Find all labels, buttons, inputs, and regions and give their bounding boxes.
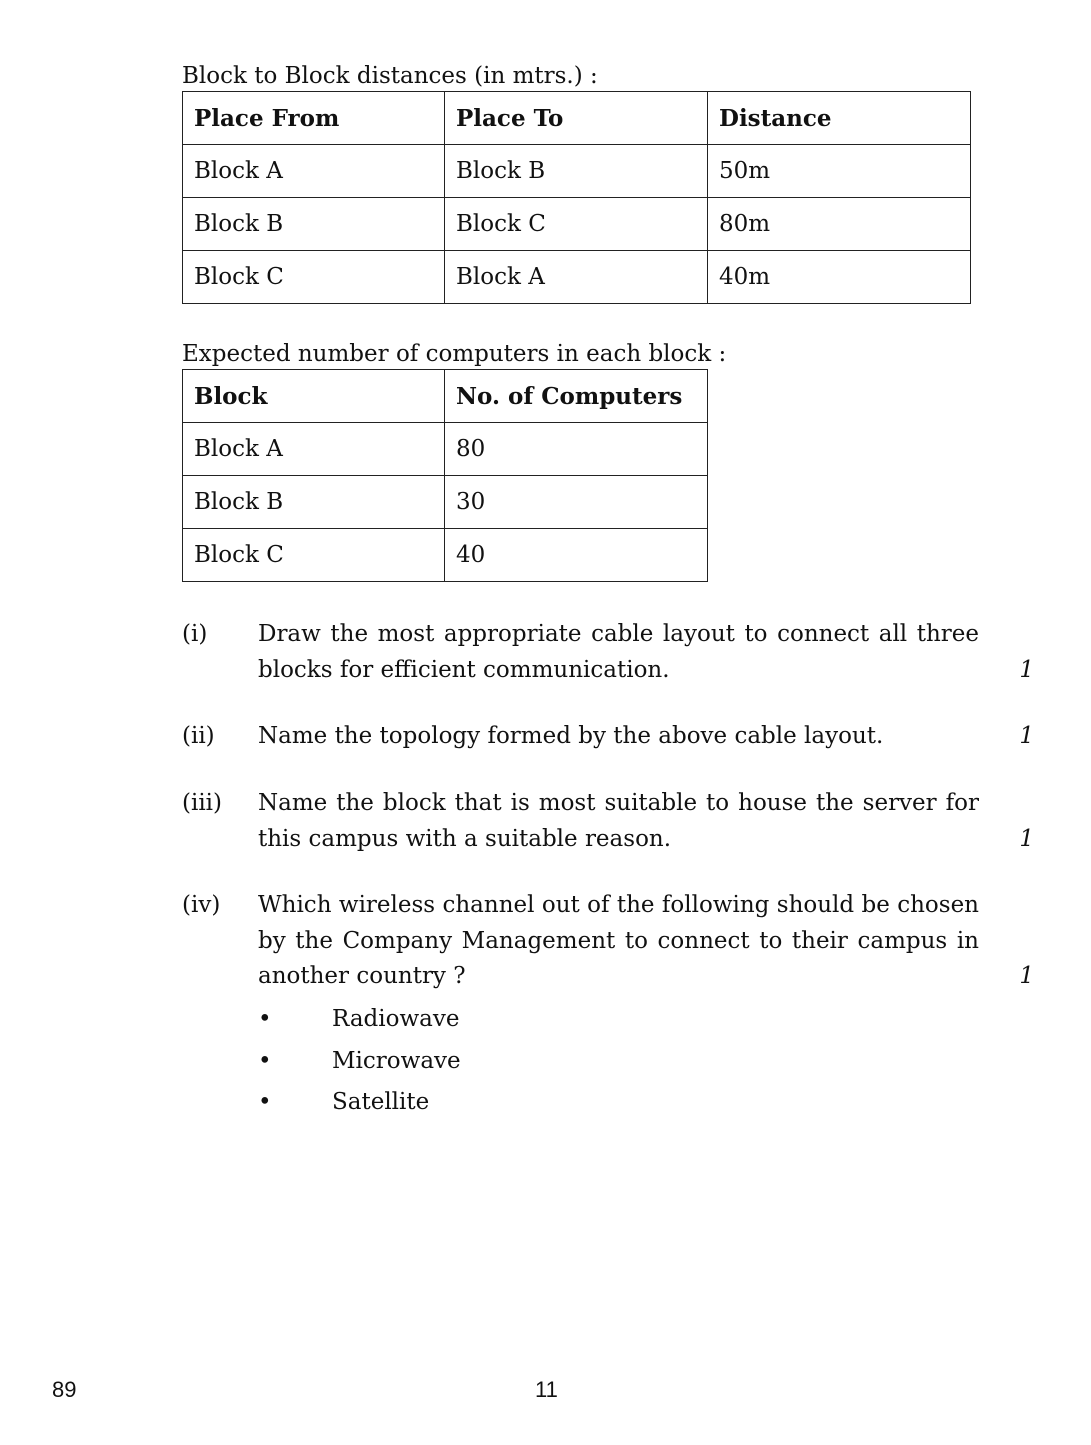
list-item <box>258 1084 461 1126</box>
table-cell: 50m <box>708 145 971 198</box>
bullet-icon: • <box>258 1089 272 1115</box>
table-cell: 40 <box>445 529 708 582</box>
question-3 <box>182 786 1034 857</box>
column-header: Block <box>183 370 445 423</box>
list-item <box>258 1001 461 1043</box>
question-number: (iii) <box>182 790 223 816</box>
table-cell: 80m <box>708 198 971 251</box>
question-number: (iv) <box>182 892 221 918</box>
bullet-icon: • <box>258 1047 272 1074</box>
computers-table <box>182 369 708 582</box>
bullet-icon: • <box>258 1006 272 1032</box>
table-cell: Block C <box>445 198 708 251</box>
table-row <box>183 145 971 198</box>
table-row <box>183 423 708 476</box>
table-row <box>183 476 708 529</box>
table-cell: Block B <box>183 476 445 529</box>
table-row <box>183 251 971 304</box>
table-cell: Block B <box>445 145 708 198</box>
question-marks: 1 <box>1019 723 1034 749</box>
table-cell: Block C <box>183 529 445 582</box>
table-cell: Block B <box>183 198 445 251</box>
question-text: Name the block that is most suitable to house the server for this campus with a suitable reason. <box>258 790 979 852</box>
question-4 <box>182 888 1034 995</box>
table-header-row <box>183 92 971 145</box>
option-label: Microwave <box>332 1047 461 1074</box>
option-label: Satellite <box>332 1089 430 1115</box>
list-item <box>258 1043 461 1085</box>
page-number: 11 <box>535 1377 558 1402</box>
computers-caption: Expected number of computers in each block : <box>182 341 727 367</box>
distances-table <box>182 91 971 304</box>
column-header: Place From <box>183 92 445 145</box>
table-cell: 30 <box>445 476 708 529</box>
question-text: Which wireless channel out of the following should be chosen by the Company Management to connect to their campus in another country ? <box>258 892 979 989</box>
question-number: (i) <box>182 621 208 647</box>
question-marks: 1 <box>1019 656 1034 683</box>
question-marks: 1 <box>1019 963 1034 989</box>
question-text: Name the topology formed by the above cable layout. <box>258 723 884 749</box>
table-cell: Block A <box>445 251 708 304</box>
question-1 <box>182 617 1034 688</box>
question-text: Draw the most appropriate cable layout to connect all three blocks for efficient communication. <box>258 621 979 683</box>
option-label: Radiowave <box>332 1006 460 1032</box>
question-number: (ii) <box>182 723 215 749</box>
table-cell: Block A <box>183 423 445 476</box>
column-header: Place To <box>445 92 708 145</box>
table-cell: 40m <box>708 251 971 304</box>
column-header: No. of Computers <box>445 370 708 423</box>
table-cell: Block A <box>183 145 445 198</box>
options-list <box>258 1001 461 1126</box>
paper-code: 89 <box>52 1377 77 1402</box>
table-cell: 80 <box>445 423 708 476</box>
distances-caption: Block to Block distances (in mtrs.) : <box>182 63 598 89</box>
table-header-row <box>183 370 708 423</box>
table-cell: Block C <box>183 251 445 304</box>
question-marks: 1 <box>1019 825 1034 852</box>
table-row <box>183 529 708 582</box>
column-header: Distance <box>708 92 971 145</box>
table-row <box>183 198 971 251</box>
question-2 <box>182 719 1034 755</box>
